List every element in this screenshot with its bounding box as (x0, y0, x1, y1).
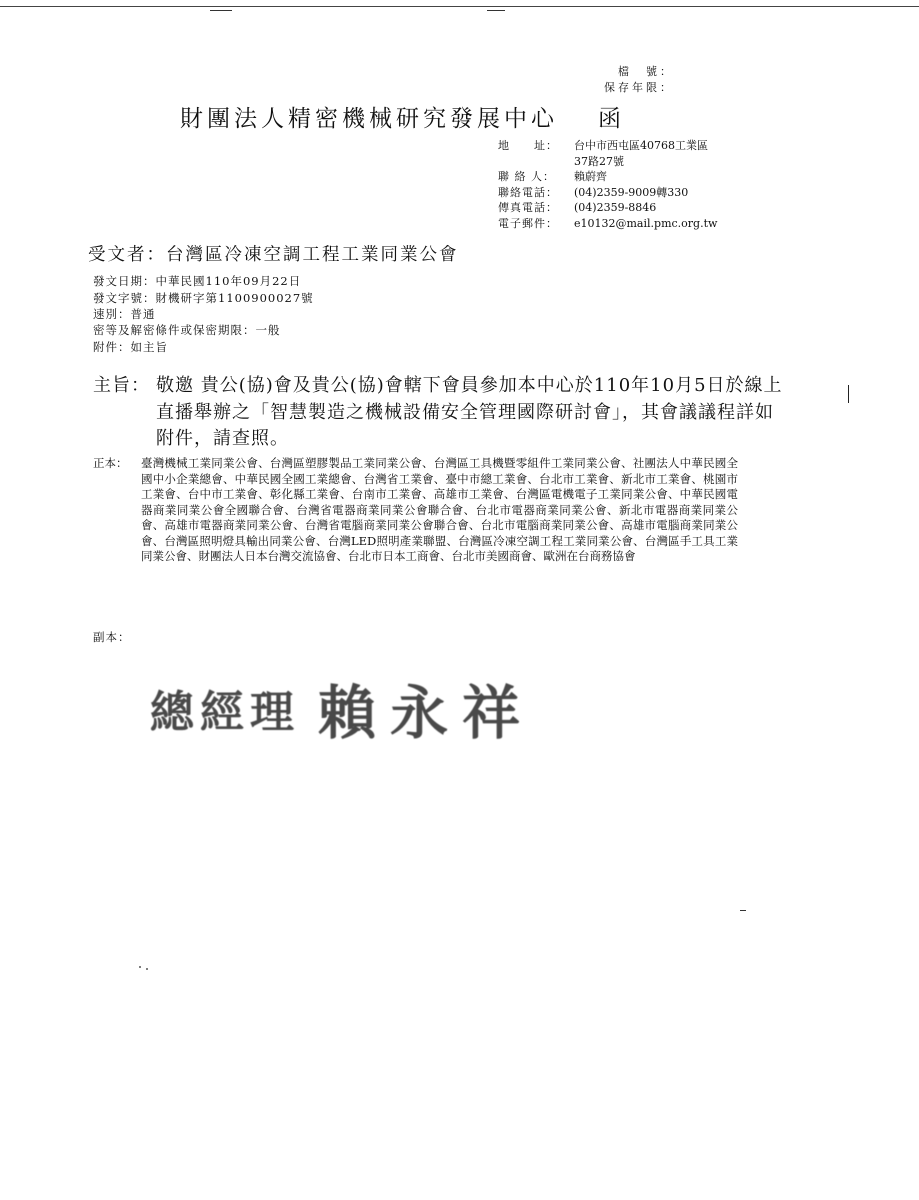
subject-block (93, 373, 783, 453)
fax-row: 傳真電話： (04)2359-8846 (498, 201, 657, 214)
email-row: 電子郵件： e10132@mail.pmc.org.tw (498, 216, 718, 230)
subject-text: 敬邀 貴公(協)會及貴公(協)會轄下會員參加本中心於110年10月5日於線上直播舉辦之「智慧製造之機械設備安全管理國際研討會」，其會議議程詳如附件，請查照。 (156, 375, 783, 449)
attachment-row: 附件：如主旨 (93, 340, 168, 354)
signature-name: 賴永祥 (318, 679, 535, 747)
security-value: 一般 (255, 323, 281, 337)
address-value: 台中市西屯區40768工業區 (574, 139, 708, 152)
carbon-copy-label: 副本： (93, 630, 131, 644)
scan-mark (487, 10, 505, 11)
recipient-line (88, 241, 459, 266)
subject-label: 主旨： (93, 375, 150, 396)
issue-date: 中華民國110年09月22日 (155, 274, 302, 288)
contact-block (498, 138, 717, 231)
contact-person-row: 聯 絡 人： 賴蔚齊 (498, 170, 607, 183)
scan-speck (139, 966, 141, 968)
phone-row: 聯絡電話： (04)2359-9009轉330 (498, 185, 689, 199)
recipient-label: 受文者： (88, 245, 166, 265)
security-row: 密等及解密條件或保密期限：一般 (93, 323, 281, 337)
archive-number-label: 檔 號： (618, 65, 674, 78)
fax-value: (04)2359-8846 (574, 201, 657, 214)
contact-person-value: 賴蔚齊 (574, 170, 607, 183)
scan-top-border (0, 6, 919, 7)
scan-speck (146, 968, 148, 970)
document-title (180, 100, 625, 133)
document-number: 財機研字第1100900027號 (155, 291, 314, 305)
address-row-2: 37路27號 (574, 154, 624, 168)
scan-artifact (848, 385, 849, 403)
speed-value: 普通 (130, 307, 156, 321)
recipient-name: 台灣區冷凍空調工程工業同業公會 (166, 245, 459, 265)
main-recipients-block (93, 456, 738, 565)
main-recipients-label: 正本： (93, 456, 128, 470)
issue-date-row: 發文日期：中華民國110年09月22日 (93, 274, 302, 288)
main-recipients-list: 臺灣機械工業同業公會、台灣區塑膠製品工業同業公會、台灣區工具機暨零組件工業同業公會、社團法人中華民國全國中小企業總會、中華民國全國工業總會、台灣省工業會、臺中市總工業會、台北市工業會、新北市工業會、桃園市工業會、台中市工業會、彰化縣工業會、台南市工業會、高雄市工業會、台灣區電機電子工業同業公會、中華民國電器商業同業公會全國聯合會、台灣省電器商業同業公會聯合會、台北市電器商業同業公會、新北市電器商業同業公會、高雄市電器商業同業公會、台灣省電腦商業同業公會聯合會、台北市電腦商業同業公會、高雄市電腦商業同業公會、台灣區照明燈具輸出同業公會、台灣LED照明產業聯盟、台灣區冷凍空調工程工業同業公會、台灣區手工具工業同業公會、財團法人日本台灣交流協會、台北市日本工商會、台北市美國商會、歐洲在台商務協會 (141, 456, 738, 563)
scan-mark (210, 10, 232, 11)
signature-title: 總經理 (150, 687, 300, 738)
address-row: 地 址： 台中市西屯區40768工業區 (498, 139, 708, 152)
issuing-organization: 財團法人精密機械研究發展中心 (180, 106, 558, 132)
document-type: 函 (598, 106, 625, 132)
phone-value: (04)2359-9009轉330 (574, 185, 689, 199)
retention-period-label: 保存年限： (604, 81, 674, 94)
signature-stamp (150, 660, 535, 747)
attachment-value: 如主旨 (130, 340, 168, 354)
email-value: e10132@mail.pmc.org.tw (574, 216, 718, 230)
speed-row: 速別：普通 (93, 307, 156, 321)
scan-speck (740, 910, 746, 911)
document-number-row: 發文字號：財機研字第1100900027號 (93, 291, 314, 305)
